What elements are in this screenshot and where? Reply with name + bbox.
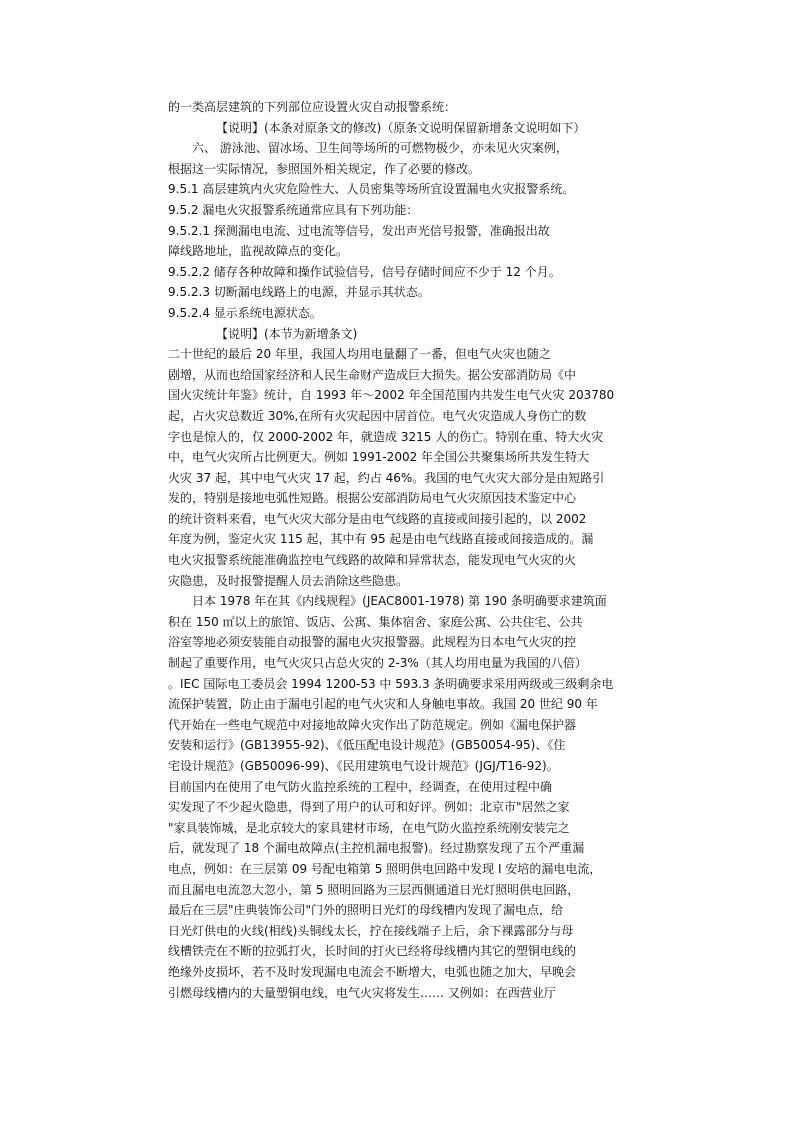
text-line: 的一类高层建筑的下列部位应设置火灾自动报警系统：	[168, 100, 457, 114]
text-line: 的统计资料来看，电气火灾大部分是由电气线路的直接或间接引起的，以 2002	[168, 511, 587, 526]
text-line: 最后在三层"庄典装饰公司"门外的照明日光灯的母线槽内发现了漏电点，给	[168, 903, 564, 918]
text-line: 国火灾统计年鉴》统计，自 1993 年～2002 年全国范围内共发生电气火灾 203780	[168, 388, 615, 403]
text-line: 制起了重要作用，电气火灾只占总火灾的 2-3%（其人均用电量为我国的八倍）	[168, 656, 587, 671]
text-line: 日本 1978 年在其《内线规程》(JEAC8001-1978) 第 190 条明确要求建筑面	[192, 594, 607, 609]
text-line: 后，就发现了 18 个漏电故障点(主控机漏电报警)。经过勘察发现了五个严重漏	[168, 841, 585, 856]
text-line: 。IEC 国际电工委员会 1994 1200-53 中 593.3 条明确要求采用两级或三级剩余电	[168, 676, 614, 691]
text-line: 积在 150 ㎡以上的旅馆、饭店、公寓、集体宿舍、家庭公寓、公共住宅、公共	[168, 614, 583, 629]
text-line: 二十世纪的最后 20 年里，我国人均用电量翻了一番，但电气火灾也随之	[168, 347, 551, 362]
text-line: 流保护装置，防止由于漏电引起的电气火灾和人身触电事故。我国 20 世纪 90 年	[168, 697, 598, 712]
text-line: 年度为例，鉴定火灾 115 起，其中有 95 起是由电气线路直接或间接造成的。漏	[168, 532, 594, 547]
text-line: 线槽铁壳在不断的拉弧打火，长时间的打火已经将母线槽内其它的塑铜电线的	[168, 944, 577, 959]
document-body	[168, 97, 768, 1003]
text-line: 9.5.2.4 显示系统电源状态。	[168, 305, 322, 320]
text-line: 【说明】(本节为新增条文)	[216, 326, 358, 341]
text-line: 引燃母线槽内的大量塑铜电线，电气火灾将发生…… 又例如：在西营业厅	[168, 985, 556, 1000]
text-line: 浴室等地必须安装能自动报警的漏电火灾报警器。此规程为日本电气火灾的控	[168, 635, 577, 650]
text-line: 【说明】(本条对原条文的修改)（原条文说明保留新增条文说明如下）	[216, 120, 586, 135]
text-line: 9.5.2 漏电火灾报警系统通常应具有下列功能：	[168, 202, 419, 217]
text-line: 绝缘外皮损坏，若不及时发现漏电电流会不断增大，电弧也随之加大，早晚会	[168, 964, 577, 979]
text-line: 宅设计规范》(GB50096-99)、《民用建筑电气设计规范》(JGJ/T16-92)。	[168, 759, 559, 773]
text-line: 发的，特别是接地电弧性短路。根据公安部消防局电气火灾原因技术鉴定中心	[168, 491, 577, 506]
text-line: 9.5.2.3 切断漏电线路上的电源，并显示其状态。	[168, 285, 430, 300]
text-line: 六、 游泳池、留冰场、卫生间等场所的可燃物极少，亦未见火灾案例，	[192, 141, 568, 156]
text-line: 剧增，从而也给国家经济和人民生命财产造成巨大损失。据公安部消防局《中	[168, 367, 577, 382]
text-line: 根据这一实际情况，参照国外相关规定，作了必要的修改。	[168, 161, 481, 176]
text-line: 灾隐患，及时报警提醒人员去消除这些隐患。	[168, 573, 409, 588]
text-line: 电火灾报警系统能准确监控电气线路的故障和异常状态，能发现电气火灾的火	[168, 553, 577, 568]
text-line: 9.5.2.2 储存各种故障和操作试验信号，信号存储时间应不少于 12 个月。	[168, 264, 561, 279]
text-line: "家具装饰城，是北京较大的家具建材市场，在电气防火监控系统刚安装完之	[168, 820, 570, 835]
text-line: 9.5.2.1 探测漏电电流、过电流等信号，发出声光信号报警，准确报出故	[168, 223, 550, 238]
text-line: 安装和运行》(GB13955-92)、《低压配电设计规范》(GB50054-95)、《住	[168, 738, 566, 753]
text-line: 电点，例如：在三层第 09 号配电箱第 5 照明供电回路中发现 I 安培的漏电电流，	[168, 861, 602, 876]
text-line: 实发现了不少起火隐患，得到了用户的认可和好评。例如：北京市"居然之家	[168, 800, 570, 815]
text-line: 日光灯供电的火线(相线)头铜线太长，拧在接线端子上后，余下裸露部分与母	[168, 923, 574, 938]
text-line: 障线路地址，监视故障点的变化。	[168, 244, 349, 259]
text-line: 火灾 37 起，其中电气火灾 17 起，约占 46%。我国的电气火灾大部分是由短路引	[168, 470, 605, 485]
text-line: 而且漏电电流忽大忽小，第 5 照明回路为三层西侧通道日光灯照明供电回路，	[168, 882, 580, 897]
text-line: 代开始在一些电气规范中对接地故障火灾作出了防范规定。例如《漏电保护器	[168, 717, 577, 732]
text-line: 起，占火灾总数近 30%,在所有火灾起因中居首位。电气火灾造成人身伤亡的数	[168, 408, 587, 423]
text-line: 字也是惊人的，仅 2000-2002 年，就造成 3215 人的伤亡。特别在重、特大火灾	[168, 429, 604, 444]
text-line: 9.5.1 高层建筑内火灾危险性大、人员密集等场所宜设置漏电火灾报警系统。	[168, 182, 575, 197]
text-line: 目前国内在使用了电气防火监控系统的工程中，经调查，在使用过程中确	[168, 779, 553, 794]
text-line: 中，电气火灾所占比例更大。例如 1991-2002 年全国公共聚集场所共发生特大	[168, 450, 590, 465]
